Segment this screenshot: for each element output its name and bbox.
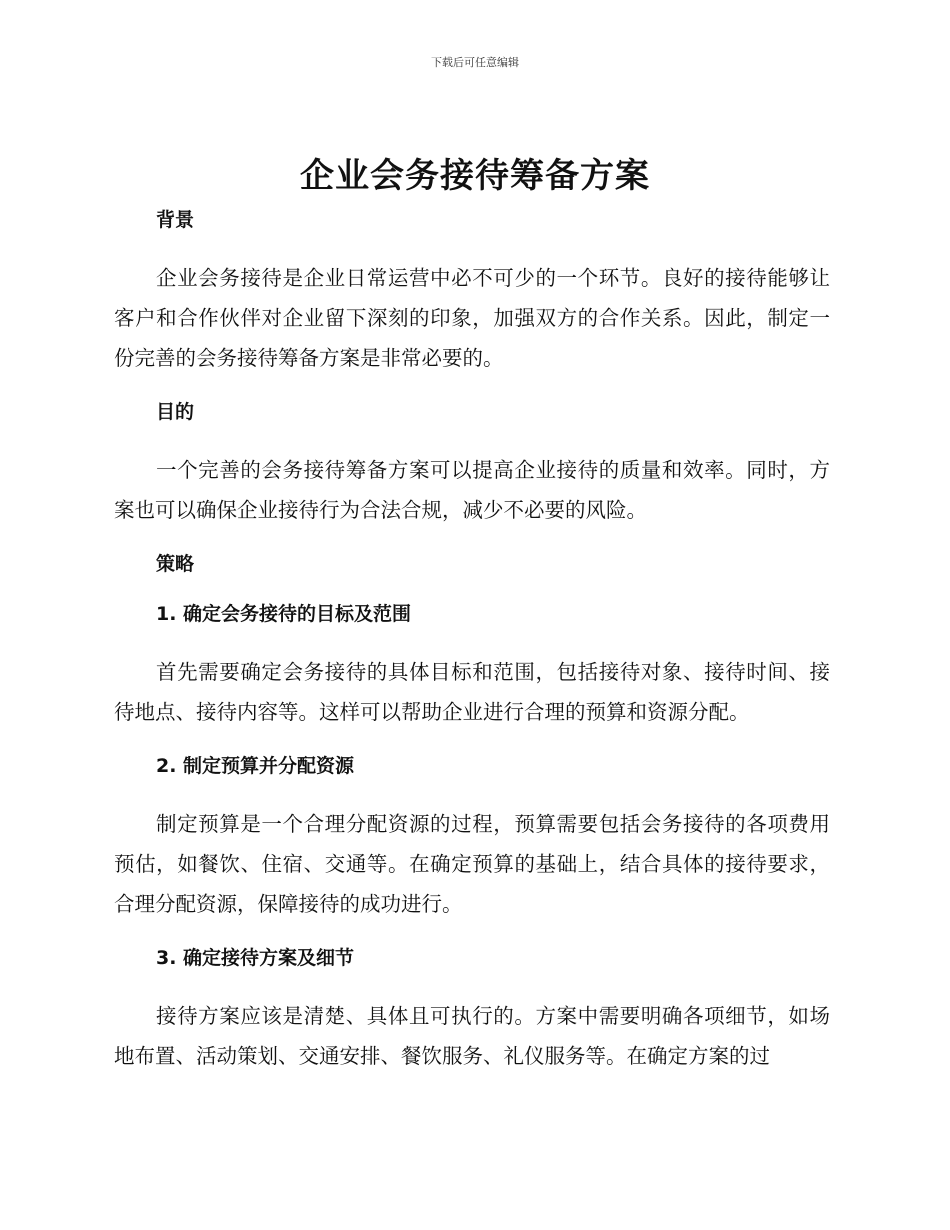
section-heading-strategy: 策略 xyxy=(156,553,195,575)
section-text-purpose: 一个完善的会务接待筹备方案可以提高企业接待的质量和效率。同时，方案也可以确保企业接待行为合法合规，减少不必要的风险。 xyxy=(114,458,830,522)
section-heading-purpose: 目的 xyxy=(156,401,195,423)
header-note: 下载后可任意编辑 xyxy=(431,56,519,69)
strategy-item-1-text: 首先需要确定会务接待的具体目标和范围，包括接待对象、接待时间、接待地点、接待内容等。这样可以帮助企业进行合理的预算和资源分配。 xyxy=(114,660,830,724)
document-title: 企业会务接待筹备方案 xyxy=(300,156,650,196)
strategy-item-3-heading: 3. 确定接待方案及细节 xyxy=(156,947,355,969)
section-heading-background: 背景 xyxy=(156,209,195,231)
section-text-background: 企业会务接待是企业日常运营中必不可少的一个环节。良好的接待能够让客户和合作伙伴对企业留下深刻的印象，加强双方的合作关系。因此，制定一份完善的会务接待筹备方案是非常必要的。 xyxy=(114,266,830,370)
strategy-item-2-text: 制定预算是一个合理分配资源的过程，预算需要包括会务接待的各项费用预估，如餐饮、住宿、交通等。在确定预算的基础上，结合具体的接待要求，合理分配资源，保障接待的成功进行。 xyxy=(114,812,830,916)
document-body xyxy=(114,204,830,1076)
strategy-item-2-heading: 2. 制定预算并分配资源 xyxy=(156,755,355,777)
strategy-item-3-text: 接待方案应该是清楚、具体且可执行的。方案中需要明确各项细节，如场地布置、活动策划、交通安排、餐饮服务、礼仪服务等。在确定方案的过 xyxy=(114,1004,830,1068)
strategy-item-1-heading: 1. 确定会务接待的目标及范围 xyxy=(156,603,412,625)
